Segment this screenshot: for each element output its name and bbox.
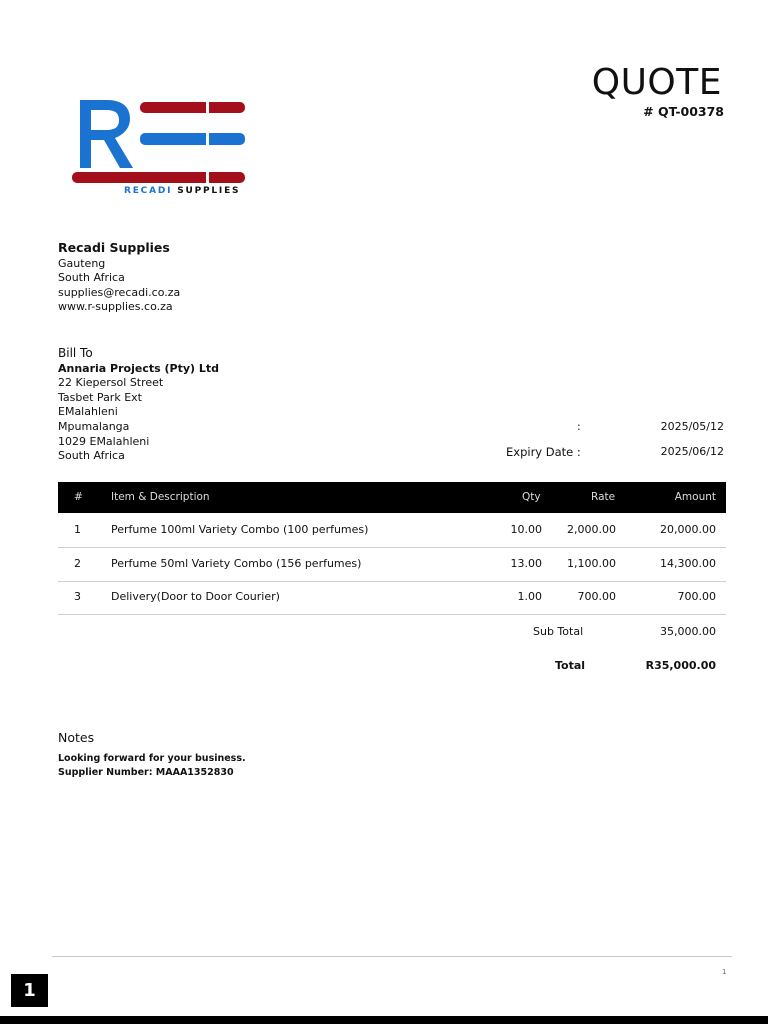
quote-number: # QT-00378 <box>643 104 724 119</box>
row-amount: 14,300.00 <box>660 557 716 570</box>
client-name: Annaria Projects (Pty) Ltd <box>58 361 219 375</box>
quote-date-label: : <box>577 420 581 433</box>
total-label: Total <box>555 659 586 672</box>
row-amount: 700.00 <box>677 590 716 603</box>
bill-to-label: Bill To <box>58 346 93 360</box>
client-address-line: 22 Kiepersol Street <box>58 376 164 390</box>
expiry-date-value: 2025/06/12 <box>660 445 724 458</box>
row-qty: 13.00 <box>510 557 542 570</box>
client-address-line: EMalahleni <box>58 405 118 419</box>
table-row <box>58 547 726 582</box>
notes-body <box>58 752 246 779</box>
company-name: Recadi Supplies <box>58 240 170 255</box>
row-amount: 20,000.00 <box>660 523 716 536</box>
notes-heading: Notes <box>58 730 95 745</box>
client-address-line: Tasbet Park Ext <box>58 390 142 404</box>
total-value: R35,000.00 <box>645 659 716 672</box>
page-number-badge[interactable]: 1 <box>11 974 48 1007</box>
company-website: www.r-supplies.co.za <box>58 300 173 314</box>
logo-text-first: RECADI <box>124 186 173 196</box>
subtotal-value: 35,000.00 <box>660 625 716 638</box>
row-item: Perfume 50ml Variety Combo (156 perfumes) <box>111 557 362 570</box>
footer-divider <box>52 956 732 957</box>
row-rate: 1,100.00 <box>567 557 616 570</box>
expiry-date-label: Expiry Date : <box>506 445 581 459</box>
col-header-num: # <box>74 491 83 503</box>
company-address <box>58 241 180 315</box>
document-title: QUOTE <box>591 62 722 103</box>
row-number: 2 <box>74 557 81 570</box>
col-header-item: Item & Description <box>111 491 210 503</box>
logo-text <box>124 186 240 196</box>
row-item: Delivery(Door to Door Courier) <box>111 590 280 603</box>
client-address-line: 1029 EMalahleni <box>58 434 150 448</box>
row-qty: 1.00 <box>517 590 542 603</box>
company-line: Gauteng <box>58 256 106 270</box>
footer-page-number: 1 <box>722 968 727 976</box>
notes-line: Looking forward for your business. <box>58 753 246 764</box>
row-rate: 700.00 <box>577 590 616 603</box>
logo-text-second: SUPPLIES <box>177 186 241 196</box>
client-address-line: Mpumalanga <box>58 419 130 433</box>
notes-line: Supplier Number: MAAA1352830 <box>58 766 234 778</box>
company-logo <box>70 94 250 204</box>
row-number: 3 <box>74 590 81 603</box>
row-number: 1 <box>74 523 81 536</box>
company-email: supplies@recadi.co.za <box>58 285 181 299</box>
row-qty: 10.00 <box>510 523 542 536</box>
col-header-amount: Amount <box>674 491 716 503</box>
table-row <box>58 513 726 548</box>
company-line: South Africa <box>58 271 125 285</box>
bill-to-block <box>58 346 219 464</box>
quote-date-value: 2025/05/12 <box>660 420 724 433</box>
subtotal-label: Sub Total <box>533 625 584 638</box>
row-rate: 2,000.00 <box>567 523 616 536</box>
items-table-header <box>58 482 726 513</box>
bottom-bar <box>0 1016 768 1024</box>
table-row <box>58 580 726 615</box>
col-header-rate: Rate <box>591 491 616 503</box>
row-item: Perfume 100ml Variety Combo (100 perfumes) <box>111 523 369 536</box>
client-address-line: South Africa <box>58 449 125 463</box>
col-header-qty: Qty <box>522 491 541 503</box>
